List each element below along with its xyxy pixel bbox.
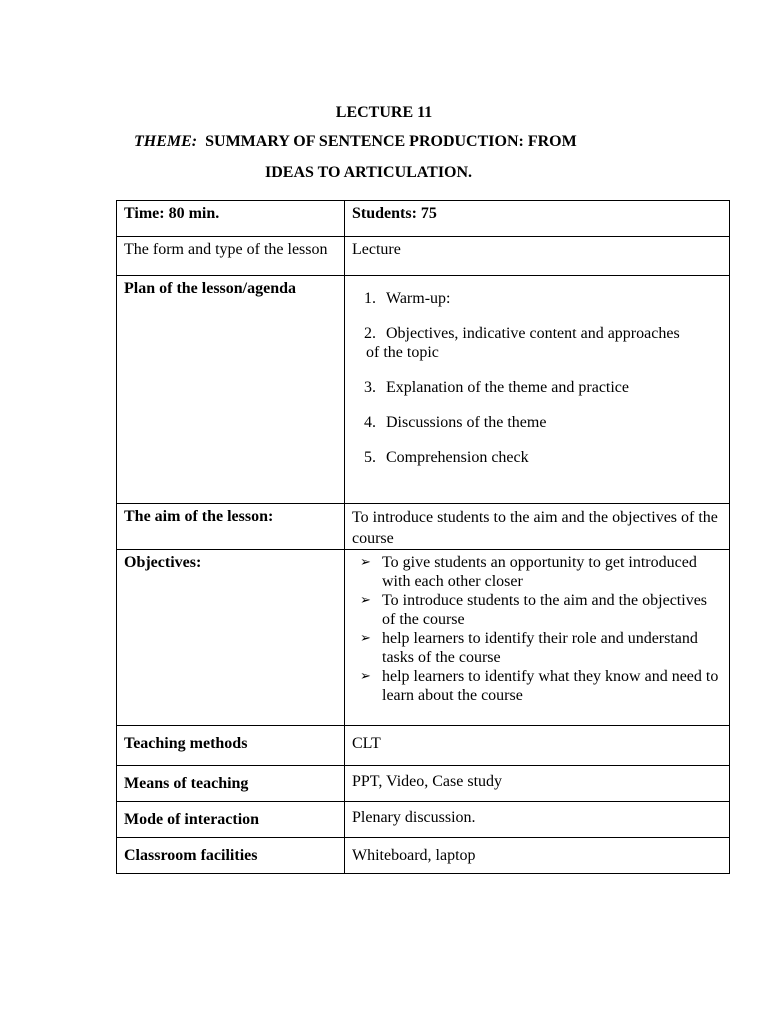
table-row: [117, 237, 730, 276]
list-item: [352, 324, 722, 362]
objectives-label-cell: Objectives:: [117, 550, 345, 726]
table-row: [117, 802, 730, 838]
plan-value-cell: [345, 276, 730, 504]
plan-label-cell: Plan of the lesson/agenda: [117, 276, 345, 504]
theme-heading: [134, 132, 577, 152]
table-row: [117, 276, 730, 504]
list-item: [352, 667, 722, 705]
item-number: 5.: [364, 449, 376, 466]
methods-label-cell: Teaching methods: [117, 726, 345, 766]
arrow-bullet-icon: ➢: [360, 669, 371, 684]
facilities-label-cell: Classroom facilities: [117, 838, 345, 874]
item-number: 3.: [364, 379, 376, 396]
item-text: Warm-up:: [386, 290, 451, 307]
list-item: [352, 591, 722, 629]
agenda-list: [352, 289, 722, 467]
facilities-value-cell: Whiteboard, laptop: [345, 838, 730, 874]
list-item: [352, 289, 722, 308]
list-item: [352, 413, 722, 432]
time-cell: Time: 80 min.: [117, 201, 345, 237]
item-text: Discussions of the theme: [386, 414, 547, 431]
mode-value-cell: Plenary discussion.: [345, 802, 730, 838]
means-value-cell: PPT, Video, Case study: [345, 766, 730, 802]
objective-text: help learners to identify their role and understand tasks of the course: [382, 630, 698, 666]
students-cell: Students: 75: [345, 201, 730, 237]
arrow-bullet-icon: ➢: [360, 555, 371, 570]
item-text: Explanation of the theme and practice: [386, 379, 630, 396]
list-item: [352, 629, 722, 667]
table-row: [117, 504, 730, 550]
theme-text-line1: SUMMARY OF SENTENCE PRODUCTION: FROM: [205, 133, 577, 150]
item-number: 2.: [364, 325, 376, 342]
objective-text: To give students an opportunity to get introduced with each other closer: [382, 554, 697, 590]
table-row: [117, 838, 730, 874]
table-row: [117, 726, 730, 766]
arrow-bullet-icon: ➢: [360, 593, 371, 608]
form-label-cell: The form and type of the lesson: [117, 237, 345, 276]
table-row: [117, 766, 730, 802]
objective-text: To introduce students to the aim and the objectives of the course: [382, 592, 708, 628]
table-row: [117, 201, 730, 237]
lecture-number: LECTURE 11: [335, 104, 433, 121]
lesson-plan-table: [116, 200, 730, 874]
aim-label-cell: The aim of the lesson:: [117, 504, 345, 550]
item-text-continuation: of the topic: [366, 344, 439, 361]
objectives-value-cell: [345, 550, 730, 726]
table-row: [117, 550, 730, 726]
item-number: 1.: [364, 290, 376, 307]
list-item: [352, 448, 722, 467]
item-number: 4.: [364, 414, 376, 431]
means-label-cell: Means of teaching: [117, 766, 345, 802]
form-value-cell: Lecture: [345, 237, 730, 276]
objectives-list: [352, 553, 722, 705]
methods-value-cell: CLT: [345, 726, 730, 766]
objective-text: help learners to identify what they know and need to learn about the course: [382, 668, 719, 704]
theme-text-line2: IDEAS TO ARTICULATION.: [265, 164, 473, 181]
lecture-title: [0, 103, 768, 123]
mode-label-cell: Mode of interaction: [117, 802, 345, 838]
arrow-bullet-icon: ➢: [360, 631, 371, 646]
list-item: [352, 378, 722, 397]
item-text: Objectives, indicative content and approaches: [386, 325, 680, 342]
list-item: [352, 553, 722, 591]
item-text: Comprehension check: [386, 449, 529, 466]
aim-value-cell: To introduce students to the aim and the objectives of the course: [345, 504, 730, 550]
theme-label: THEME:: [134, 133, 198, 150]
